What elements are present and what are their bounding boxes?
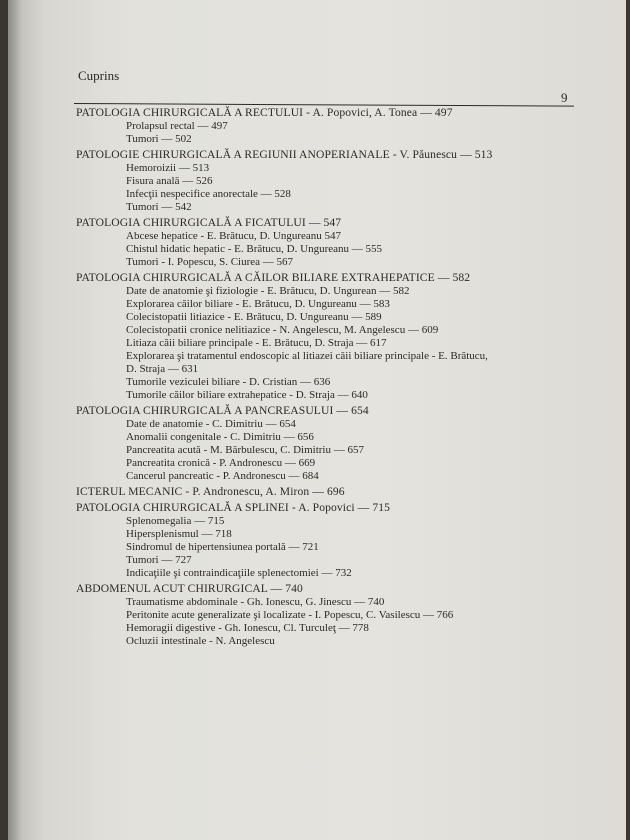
toc-entry: Peritonite acute generalizate şi localizate - I. Popescu, C. Vasilescu — 766 — [126, 609, 454, 621]
toc-entry: D. Straja — 631 — [126, 363, 199, 375]
toc-entry: Chistul hidatic hepatic - E. Brătucu, D. Ungureanu — 555 — [126, 243, 382, 255]
toc-section — [76, 404, 586, 483]
toc-entry: Tumorile veziculei biliare - D. Cristian — 636 — [126, 376, 331, 388]
toc-entry: Tumori — 542 — [126, 201, 192, 213]
section-title: PATOLOGIA CHIRURGICALĂ A CĂILOR BILIARE EXTRAHEPATICE — 582 — [76, 271, 471, 284]
page-gutter-shadow — [8, 0, 22, 840]
toc-entry: Hemoragii digestive - Gh. Ionescu, Cl. Turculeţ — 778 — [126, 622, 369, 634]
toc-entry: Abcese hepatice - E. Brătucu, D. Ungureanu 547 — [126, 230, 342, 242]
toc-entry: Pancreatita cronică - P. Andronescu — 669 — [126, 457, 316, 469]
book-page — [8, 0, 626, 840]
toc-entry: Infecţii nespecifice anorectale — 528 — [126, 188, 291, 200]
toc-entry: Explorarea şi tratamentul endoscopic al litiazei căii biliare principale - E. Brătucu, — [126, 350, 488, 362]
toc-entry: Tumori — 727 — [126, 554, 192, 566]
section-title: PATOLOGIA CHIRURGICALĂ A SPLINEI - A. Popovici — 715 — [76, 501, 391, 514]
toc-entry: Tumori - I. Popescu, S. Ciurea — 567 — [126, 256, 294, 268]
toc-entry: Fisura anală — 526 — [126, 175, 213, 187]
toc-entry: Explorarea căilor biliare - E. Brătucu, D. Ungureanu — 583 — [126, 298, 390, 310]
running-header: Cuprins — [78, 68, 120, 83]
toc-section — [76, 582, 586, 648]
toc-entry: Traumatisme abdominale - Gh. Ionescu, G. Jinescu — 740 — [126, 596, 385, 608]
toc-entry: Colecistopatii litiazice - E. Brătucu, D. Ungureanu — 589 — [126, 311, 382, 323]
toc-entry: Pancreatita acută - M. Bărbulescu, C. Dimitriu — 657 — [126, 444, 364, 456]
toc-section — [76, 148, 586, 214]
toc-entry: Tumori — 502 — [126, 133, 192, 145]
toc-entry: Sindromul de hipertensiunea portală — 721 — [126, 541, 319, 553]
page-number: 9 — [561, 90, 568, 105]
toc-section — [76, 216, 586, 269]
toc-entry: Litiaza căii biliare principale - E. Brătucu, D. Straja — 617 — [126, 337, 387, 349]
toc-entry: Date de anatomie - C. Dimitriu — 654 — [126, 418, 296, 430]
toc-entry: Splenomegalia — 715 — [126, 515, 225, 527]
section-title: ABDOMENUL ACUT CHIRURGICAL — 740 — [76, 582, 303, 595]
toc-section — [76, 106, 586, 146]
toc-entry: Colecistopatii cronice nelitiazice - N. Angelescu, M. Angelescu — 609 — [126, 324, 439, 336]
toc-entry: Anomalii congenitale - C. Dimitriu — 656 — [126, 431, 314, 443]
toc-entry: Date de anatomie şi fiziologie - E. Brătucu, D. Ungurean — 582 — [126, 285, 410, 297]
toc-section — [76, 501, 586, 580]
toc-entry: Indicaţiile şi contraindicaţiile splenectomiei — 732 — [126, 567, 352, 579]
toc-entry: Hipersplenismul — 718 — [126, 528, 232, 540]
toc-section — [76, 271, 586, 402]
section-title: PATOLOGIA CHIRURGICALĂ A PANCREASULUI — 654 — [76, 404, 369, 417]
toc-entry: Prolapsul rectal — 497 — [126, 120, 228, 132]
toc-entry: Hemoroizii — 513 — [126, 162, 210, 174]
toc-entry: Tumorile căilor biliare extrahepatice - D. Straja — 640 — [126, 389, 368, 401]
toc-entry: Cancerul pancreatic - P. Andronescu — 684 — [126, 470, 319, 482]
table-of-contents — [76, 106, 586, 650]
section-title: PATOLOGIA CHIRURGICALĂ A FICATULUI — 547 — [76, 216, 342, 229]
toc-entry: Ocluzii intestinale - N. Angelescu — [126, 635, 275, 647]
section-title: ICTERUL MECANIC - P. Andronescu, A. Miron — 696 — [76, 485, 345, 498]
section-title: PATOLOGIE CHIRURGICALĂ A REGIUNII ANOPERIANALE - V. Păunescu — 513 — [76, 148, 493, 161]
section-title: PATOLOGIA CHIRURGICALĂ A RECTULUI - A. Popovici, A. Tonea — 497 — [76, 106, 453, 119]
toc-section — [76, 485, 586, 499]
